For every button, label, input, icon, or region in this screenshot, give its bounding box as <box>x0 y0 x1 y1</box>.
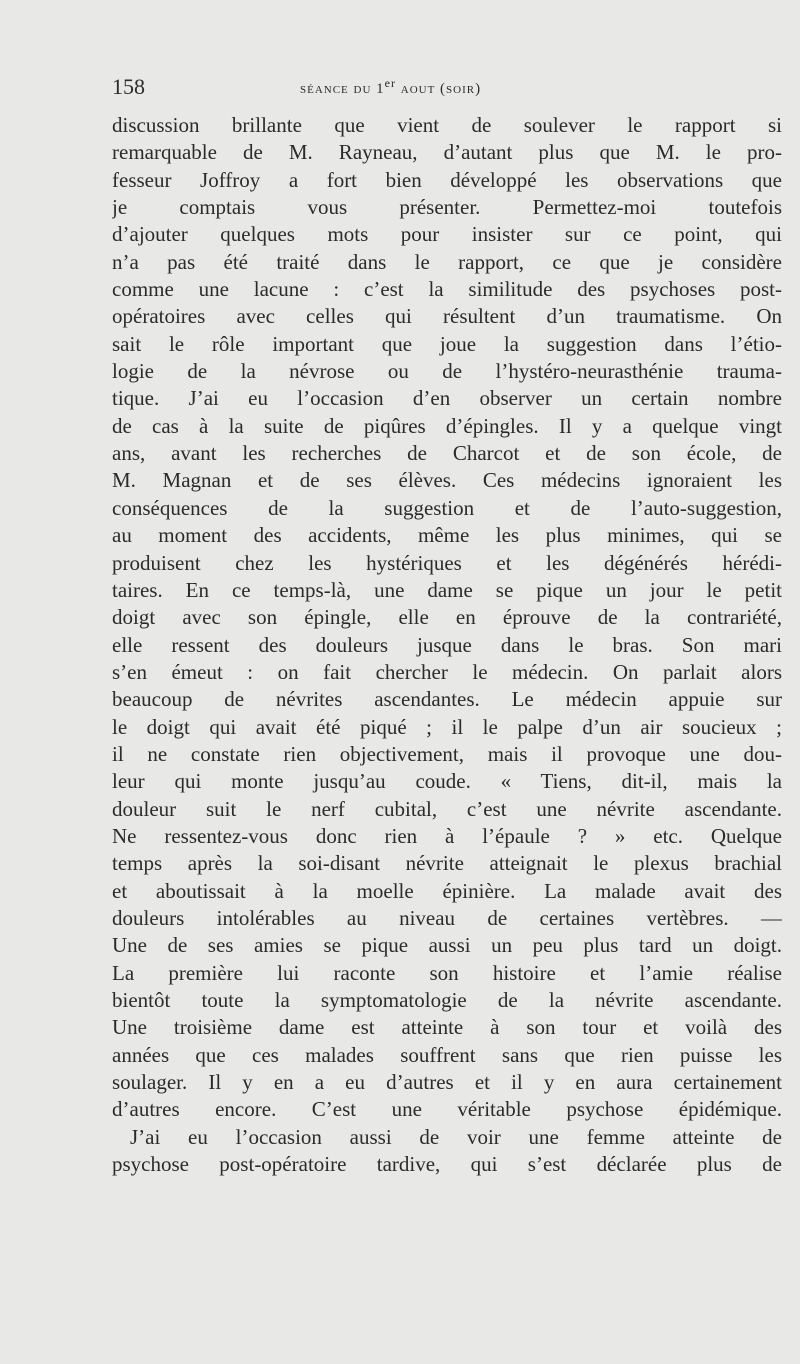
text-line: fesseur Joffroy a fort bien développé les observations que <box>112 167 782 192</box>
text-line: opératoires avec celles qui résultent d’un traumatisme. On <box>112 304 782 329</box>
text-line: n’a pas été traité dans le rapport, ce que je considère <box>112 249 782 274</box>
text-line: temps après la soi-disant névrite atteignait le plexus brachial <box>112 851 782 876</box>
text-line: ans, avant les recherches de Charcot et de son école, de <box>112 441 782 466</box>
text-line: M. Magnan et de ses élèves. Ces médecins ignoraient les <box>112 468 782 493</box>
text-line: d’ajouter quelques mots pour insister sur ce point, qui <box>112 222 782 247</box>
text-line: comme une lacune : c’est la similitude des psychoses post- <box>112 277 782 302</box>
text-line: le doigt qui avait été piqué ; il le palpe d’un air soucieux ; <box>112 714 782 739</box>
text-line: il ne constate rien objectivement, mais il provoque une dou- <box>112 741 782 766</box>
running-head-sup: er <box>384 76 396 90</box>
text-line: de cas à la suite de piqûres d’épingles. Il y a quelque vingt <box>112 413 782 438</box>
text-line: sait le rôle important que joue la suggestion dans l’étio- <box>112 331 782 356</box>
body-text <box>112 112 782 1178</box>
text-line: leur qui monte jusqu’au coude. « Tiens, dit-il, mais la <box>112 769 782 794</box>
text-line: années que ces malades souffrent sans que rien puisse les <box>112 1042 782 1067</box>
text-line: Une troisième dame est atteinte à son tour et voilà des <box>112 1015 782 1040</box>
text-line: taires. En ce temps-là, une dame se pique un jour le petit <box>112 577 782 602</box>
text-line: logie de la névrose ou de l’hystéro-neurasthénie trauma- <box>112 359 782 384</box>
text-line: au moment des accidents, même les plus minimes, qui se <box>112 523 782 548</box>
running-head <box>300 76 481 98</box>
text-line: doigt avec son épingle, elle en éprouve de la contrariété, <box>112 605 782 630</box>
text-line: psychose post-opératoire tardive, qui s’est déclarée plus de <box>112 1152 782 1177</box>
running-head-rest: aout (soir) <box>396 81 482 97</box>
text-line: et aboutissait à la moelle épinière. La malade avait des <box>112 878 782 903</box>
text-line: bientôt toute la symptomatologie de la névrite ascendante. <box>112 988 782 1012</box>
text-line: conséquences de la suggestion et de l’auto-suggestion, <box>112 495 782 520</box>
text-line: Une de ses amies se pique aussi un peu plus tard un doigt. <box>112 933 782 958</box>
text-line: produisent chez les hystériques et les dégénérés hérédi- <box>112 550 782 575</box>
text-line: remarquable de M. Rayneau, d’autant plus que M. le pro- <box>112 140 782 165</box>
text-line: elle ressent des douleurs jusque dans le bras. Son mari <box>112 632 782 657</box>
text-line: discussion brillante que vient de soulever le rapport si <box>112 113 782 137</box>
text-line: J’ai eu l’occasion aussi de voir une femme atteinte de <box>130 1124 782 1149</box>
text-line: douleur suit le nerf cubital, c’est une névrite ascendante. <box>112 796 782 821</box>
text-line: La première lui raconte son histoire et l’amie réalise <box>112 960 782 985</box>
text-line: beaucoup de névrites ascendantes. Le médecin appuie sur <box>112 687 782 712</box>
page-number: 158 <box>112 74 145 99</box>
text-line: douleurs intolérables au niveau de certaines vertèbres. — <box>112 905 782 930</box>
text-line: je comptais vous présenter. Permettez-moi toutefois <box>112 195 782 220</box>
text-line: d’autres encore. C’est une véritable psychose épidémique. <box>112 1097 782 1122</box>
text-line: Ne ressentez-vous donc rien à l’épaule ? » etc. Quelque <box>112 823 782 848</box>
text-line: soulager. Il y en a eu d’autres et il y en aura certainement <box>112 1070 782 1095</box>
text-line: tique. J’ai eu l’occasion d’en observer un certain nombre <box>112 386 782 411</box>
running-head-text: séance du <box>300 81 377 97</box>
running-head-day: 1 <box>376 81 385 97</box>
text-line: s’en émeut : on fait chercher le médecin. On parlait alors <box>112 659 782 684</box>
